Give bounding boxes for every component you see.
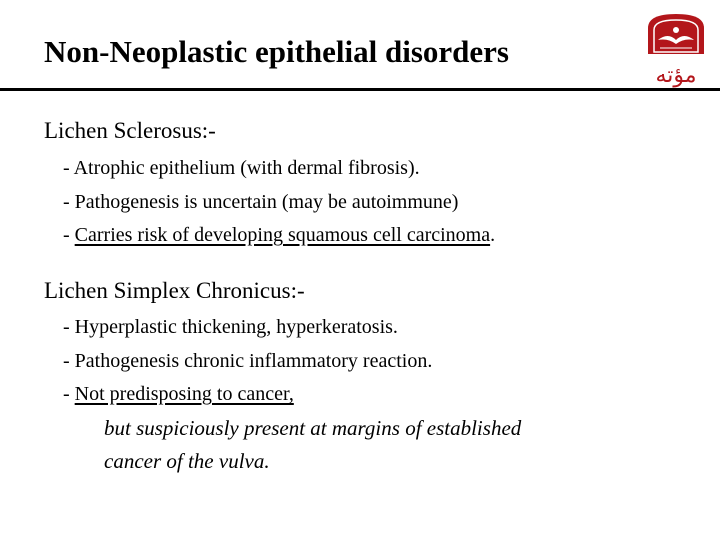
bullet-pathogenesis-uncertain: [63, 191, 458, 214]
section-heading-lichen-simplex-chronicus: Lichen Simplex Chronicus:-: [44, 278, 305, 303]
bullet-dash: -: [63, 224, 75, 246]
bullet-not-predisposing: [63, 383, 294, 406]
bullet-dash: -: [63, 191, 75, 213]
bullet-underlined-text: Carries risk of developing squamous cell carcinoma: [74, 224, 491, 246]
bullet-dash: -: [63, 157, 74, 179]
continuation-line-2: cancer of the vulva.: [104, 449, 270, 473]
bullet-hyperplastic: [63, 316, 398, 339]
bullet-carries-risk: [63, 224, 495, 247]
title-underline: [0, 88, 720, 91]
bullet-text: Hyperplastic thickening, hyperkeratosis.: [74, 316, 398, 338]
bullet-atrophic: [63, 157, 420, 180]
bullet-dash: -: [63, 350, 75, 372]
page-title: Non-Neoplastic epithelial disorders: [44, 34, 509, 69]
bullet-pathogenesis-chronic: [63, 350, 432, 373]
logo-script: مؤته: [655, 63, 697, 88]
bullet-text: Pathogenesis is uncertain (may be autoimmune): [74, 191, 459, 213]
bullet-trailing-period: .: [490, 224, 496, 246]
bullet-text: Atrophic epithelium (with dermal fibrosis).: [73, 157, 420, 179]
bullet-underlined-text: Not predisposing to cancer,: [74, 383, 294, 405]
bullet-dash: -: [63, 316, 75, 338]
continuation-line-1: but suspiciously present at margins of established: [104, 416, 522, 440]
bullet-dash: -: [63, 383, 75, 405]
section-heading-lichen-sclerosus: Lichen Sclerosus:-: [44, 118, 216, 143]
university-logo: [638, 10, 714, 92]
bullet-text: Pathogenesis chronic inflammatory reaction.: [74, 350, 433, 372]
